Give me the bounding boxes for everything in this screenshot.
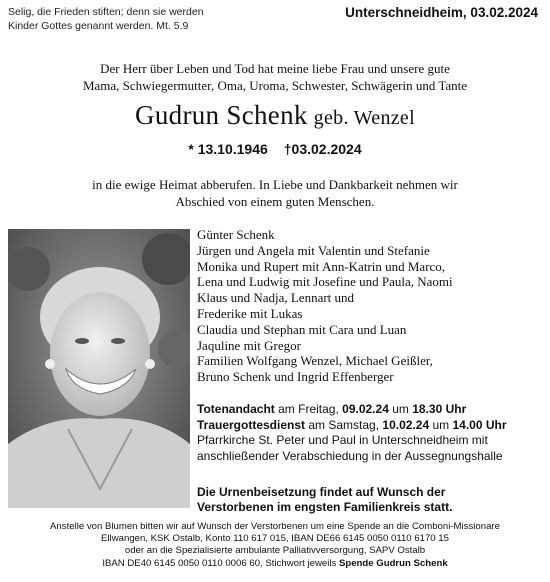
intro-line: Mama, Schwiegermutter, Oma, Uroma, Schwester, Schwägerin und Tante: [82, 78, 468, 93]
funeral-day: am Samstag,: [308, 417, 380, 432]
mourner-line: Bruno Schenk und Ingrid Effenberger: [197, 369, 394, 385]
deceased-name: Gudrun Schenk: [135, 100, 308, 130]
portrait-image: [8, 229, 190, 508]
memorial-date: 09.02.24: [342, 402, 389, 416]
farewell-line: Abschied von einem guten Menschen.: [175, 194, 375, 209]
mourner-line: Frederike mit Lukas: [197, 305, 303, 321]
donation-keyword: Spende Gudrun Schenk: [338, 557, 448, 569]
mourner-line: Lena und Ludwig mit Josefine und Paula, Naomi: [197, 274, 453, 290]
memorial-at: um: [392, 402, 409, 416]
mourner-line: Günter Schenk: [197, 227, 275, 242]
memorial-time: 18.30 Uhr: [412, 402, 467, 416]
portrait-photo: [8, 229, 190, 508]
mourner-line: Monika und Rupert mit Ann-Katrin und Marco,: [197, 258, 446, 274]
donation-line: Ellwangen, KSK Ostalb, Konto 110 617 015, IBAN DE66 6145 0050 0110 6170 15: [101, 533, 449, 545]
location-line: anschließender Verabschiedung in der Aussegnungshalle: [197, 448, 503, 463]
donation-line-final: [0, 558, 550, 570]
maiden-name: geb. Wenzel: [313, 107, 415, 129]
donation-note: [0, 521, 550, 570]
mourner-line: Familien Wolfgang Wenzel, Michael Geißler,: [197, 353, 433, 369]
urn-line: Die Urnenbeisetzung findet auf Wunsch der: [197, 485, 446, 499]
funeral-time: 14.00 Uhr: [452, 417, 507, 432]
quote-line: Selig, die Frieden stiften; denn sie werden: [8, 6, 204, 18]
death-date: †03.02.2024: [283, 141, 362, 157]
quote-line: Kinder Gottes genannt werden. Mt. 5.9: [8, 20, 189, 32]
intro-text: [0, 60, 550, 94]
donation-line: oder an die Spezialisierte ambulante Palliativversorgung, SAPV Ostalb: [124, 545, 426, 557]
deceased-name-block: [0, 100, 550, 131]
funeral-service: [197, 418, 507, 434]
urn-notice: [197, 485, 452, 515]
mourner-line: Claudia und Stephan mit Cara und Luan: [197, 321, 407, 337]
memorial-day: am Freitag,: [278, 402, 339, 416]
life-dates: [0, 141, 550, 157]
farewell-line: in die ewige Heimat abberufen. In Liebe und Dankbarkeit nehmen wir: [92, 177, 458, 192]
mourner-line: Klaus und Nadja, Lennart und: [197, 290, 355, 306]
memorial-label: Totenandacht: [197, 402, 275, 416]
mourners-list: [197, 227, 453, 385]
funeral-label: Trauergottesdienst: [197, 417, 306, 432]
mourner-line: Jaquline mit Gregor: [197, 337, 301, 353]
urn-line: Verstorbenen im engsten Familienkreis statt.: [197, 500, 453, 514]
mourner-line: Jürgen und Angela mit Valentin und Stefanie: [197, 242, 430, 258]
location-line: Pfarrkirche St. Peter und Paul in Unterschneidheim mit: [197, 433, 488, 447]
memorial-service: [197, 402, 507, 418]
donation-iban: IBAN DE40 6145 0050 0110 0006 60, Stichwort jeweils: [102, 557, 337, 569]
intro-line: Der Herr über Leben und Tod hat meine liebe Frau und unsere gute: [100, 61, 450, 76]
funeral-date: 10.02.24: [382, 417, 430, 432]
birth-date: * 13.10.1946: [188, 141, 268, 157]
service-details: [197, 402, 507, 464]
bible-quote: [8, 5, 338, 33]
place-date: Unterschneidheim, 03.02.2024: [345, 5, 538, 20]
funeral-at: um: [432, 417, 450, 432]
donation-line: Anstelle von Blumen bitten wir auf Wunsch der Verstorbenen um eine Spende an die Comboni-Missionare: [50, 521, 500, 532]
farewell-text: [0, 176, 550, 210]
